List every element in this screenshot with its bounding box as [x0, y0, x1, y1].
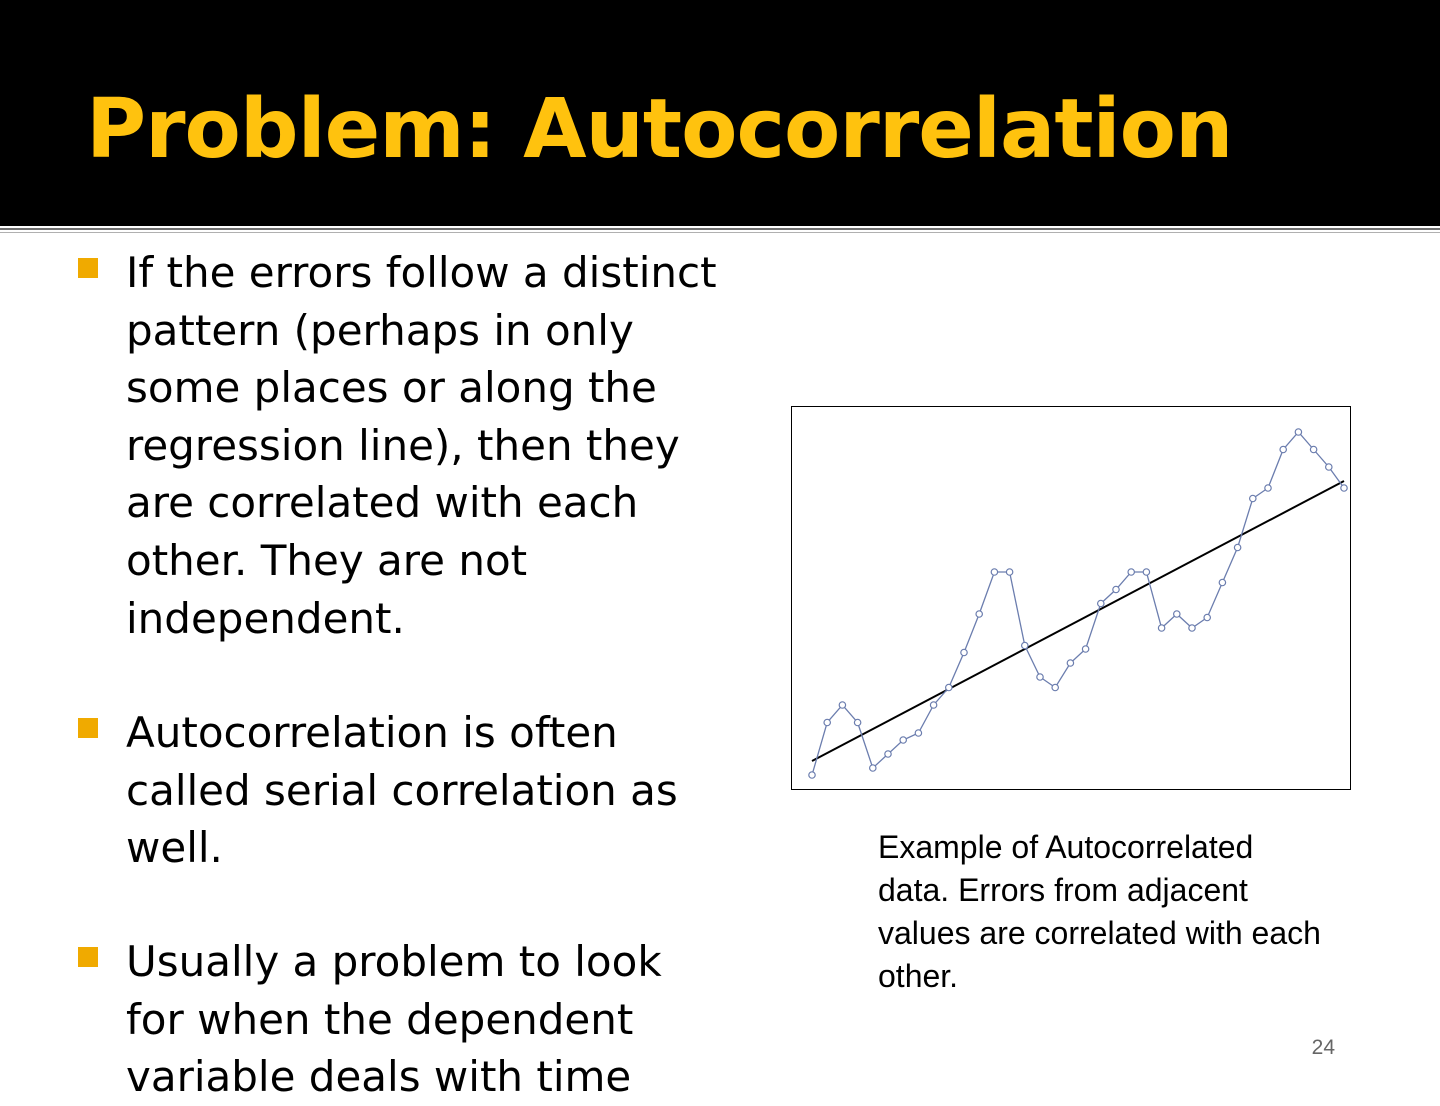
square-bullet-icon — [78, 718, 98, 738]
chart-caption: Example of Autocorrelated data. Errors from adjacent values are correlated with each other. — [878, 829, 1321, 994]
trend-line — [812, 481, 1344, 761]
title-bar — [0, 0, 1440, 226]
page-number: 24 — [1311, 1036, 1335, 1059]
data-point — [1204, 614, 1210, 620]
data-point — [930, 702, 936, 708]
data-point — [946, 684, 952, 690]
data-point — [1341, 485, 1347, 491]
data-point — [1234, 544, 1240, 550]
data-point — [1052, 684, 1058, 690]
data-point — [1310, 446, 1316, 452]
data-point — [991, 569, 997, 575]
data-point — [1128, 569, 1134, 575]
data-point — [1174, 611, 1180, 617]
square-bullet-icon — [78, 947, 98, 967]
data-point — [870, 765, 876, 771]
square-bullet-icon — [78, 258, 98, 278]
data-point — [839, 702, 845, 708]
data-point — [824, 719, 830, 725]
data-point — [1158, 625, 1164, 631]
data-point — [976, 611, 982, 617]
data-point — [900, 737, 906, 743]
chart-canvas — [792, 407, 1350, 789]
data-point — [1067, 660, 1073, 666]
data-point — [1098, 600, 1104, 606]
data-point — [854, 719, 860, 725]
bullet-text: Usually a problem to look for when the dependent variable deals with time — [126, 937, 662, 1102]
series-line — [812, 432, 1344, 775]
data-point — [1037, 674, 1043, 680]
autocorrelation-chart — [791, 406, 1351, 790]
data-point — [1189, 625, 1195, 631]
data-point — [1265, 485, 1271, 491]
data-point — [1113, 586, 1119, 592]
bullet-text: If the errors follow a distinct pattern (perhaps in only some places or along the regression line), then they are correlated with each other. They are not independent. — [126, 248, 717, 643]
plot-area — [809, 429, 1347, 778]
data-point — [1295, 429, 1301, 435]
data-point — [885, 751, 891, 757]
data-point — [961, 649, 967, 655]
bullet-text: Autocorrelation is often called serial correlation as well. — [126, 708, 678, 873]
data-point — [915, 730, 921, 736]
data-point — [1082, 646, 1088, 652]
data-point — [1326, 464, 1332, 470]
title-divider-thin — [0, 232, 1440, 233]
title-divider — [0, 228, 1440, 230]
data-point — [1006, 569, 1012, 575]
slide-title: Problem: Autocorrelation — [86, 82, 1233, 177]
data-point — [1022, 642, 1028, 648]
data-point — [809, 772, 815, 778]
data-point — [1250, 495, 1256, 501]
data-point — [1280, 446, 1286, 452]
data-point — [1219, 579, 1225, 585]
data-point — [1143, 569, 1149, 575]
